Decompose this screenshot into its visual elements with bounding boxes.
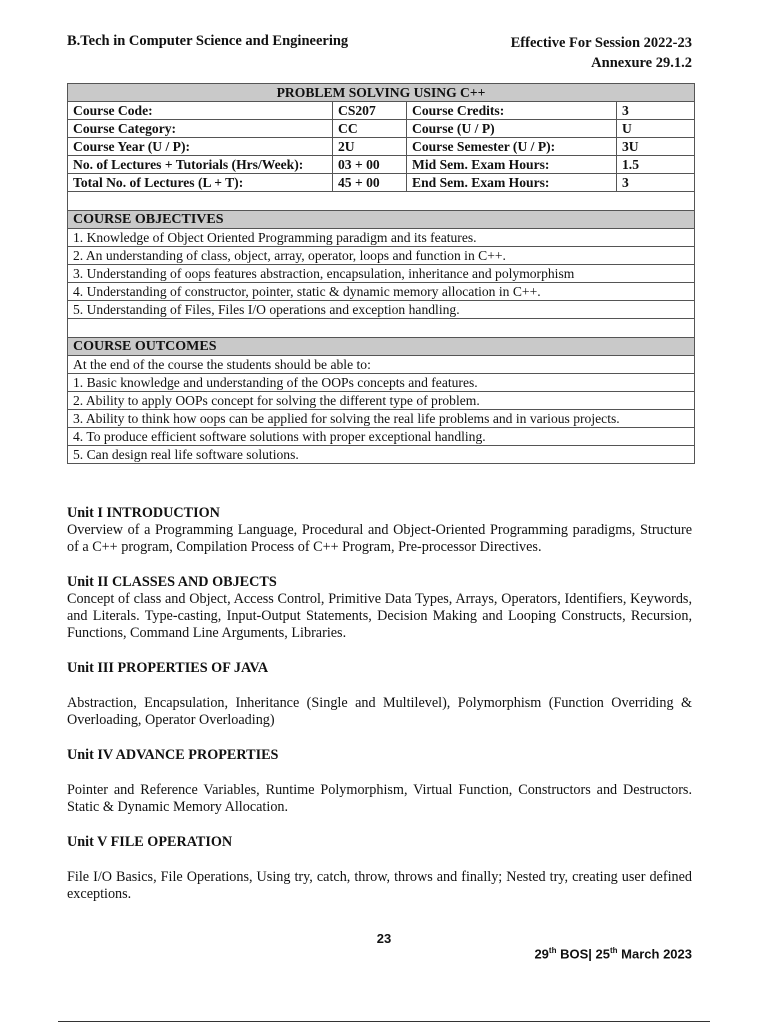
date-day: 25	[595, 946, 610, 962]
course-details-table	[67, 83, 695, 464]
list-item	[68, 283, 695, 301]
course-semester-value: 3U	[617, 138, 695, 156]
table-row	[68, 156, 695, 174]
list-item	[68, 301, 695, 319]
outcomes-intro: At the end of the course the students should be able to:	[68, 356, 695, 374]
end-sem-hours-label: End Sem. Exam Hours:	[407, 174, 617, 192]
total-lectures-value: 45 + 00	[333, 174, 407, 192]
footer-divider	[58, 1021, 710, 1022]
objective-5: 5. Understanding of Files, Files I/O operations and exception handling.	[68, 301, 695, 319]
course-credits-value: 3	[617, 102, 695, 120]
outcome-4: 4. To produce efficient software solutions with proper exceptional handling.	[68, 428, 695, 446]
unit-3-body: Abstraction, Encapsulation, Inheritance (Single and Multilevel), Polymorphism (Function Overriding & Overloading, Operator Overloading)	[67, 695, 692, 728]
session-label: Effective For Session 2022-23	[510, 35, 692, 51]
date-ordinal: th	[610, 946, 618, 955]
objective-1: 1. Knowledge of Object Oriented Programming paradigm and its features.	[68, 229, 695, 247]
spacer-row	[68, 319, 695, 338]
course-type-label: Course (U / P)	[407, 120, 617, 138]
course-code-label: Course Code:	[68, 102, 333, 120]
objectives-heading-row	[68, 211, 695, 229]
list-item	[68, 229, 695, 247]
date-rest: March 2023	[617, 946, 692, 962]
lectures-tutorials-label: No. of Lectures + Tutorials (Hrs/Week):	[68, 156, 333, 174]
mid-sem-hours-label: Mid Sem. Exam Hours:	[407, 156, 617, 174]
unit-4-body: Pointer and Reference Variables, Runtime Polymorphism, Virtual Function, Constructors and Destructors. Static & Dynamic Memory Allocation.	[67, 782, 692, 815]
bos-label: BOS|	[556, 946, 596, 962]
outcomes-heading: COURSE OUTCOMES	[68, 338, 695, 356]
objective-4: 4. Understanding of constructor, pointer, static & dynamic memory allocation in C++.	[68, 283, 695, 301]
annexure-label: Annexure 29.1.2	[591, 55, 692, 71]
outcomes-heading-row	[68, 338, 695, 356]
bos-number: 29	[534, 946, 549, 962]
table-row	[68, 120, 695, 138]
course-year-value: 2U	[333, 138, 407, 156]
lectures-tutorials-value: 03 + 00	[333, 156, 407, 174]
program-name: B.Tech in Computer Science and Engineering	[67, 33, 349, 49]
course-category-value: CC	[333, 120, 407, 138]
list-item	[68, 446, 695, 464]
list-item	[68, 392, 695, 410]
session-info	[511, 33, 692, 73]
bos-ordinal: th	[548, 946, 557, 955]
course-credits-label: Course Credits:	[407, 102, 617, 120]
course-year-label: Course Year (U / P):	[68, 138, 333, 156]
course-semester-label: Course Semester (U / P):	[407, 138, 617, 156]
list-item	[68, 410, 695, 428]
objectives-heading: COURSE OBJECTIVES	[68, 211, 695, 229]
list-item	[68, 428, 695, 446]
course-title-row	[68, 84, 695, 102]
unit-5-heading: Unit V FILE OPERATION	[67, 834, 233, 850]
table-row	[68, 174, 695, 192]
list-item	[68, 356, 695, 374]
course-title: PROBLEM SOLVING USING C++	[68, 84, 695, 102]
unit-2-heading: Unit II CLASSES AND OBJECTS	[67, 574, 277, 590]
outcome-5: 5. Can design real life software solutions.	[68, 446, 695, 464]
course-code-value: CS207	[333, 102, 407, 120]
list-item	[68, 265, 695, 283]
unit-1-heading: Unit I INTRODUCTION	[67, 505, 220, 521]
end-sem-hours-value: 3	[617, 174, 695, 192]
unit-1-body: Overview of a Programming Language, Procedural and Object-Oriented Programming paradigms, Structure of a C++ program, Compilation Process of C++ Program, Pre-processor Directives.	[67, 522, 692, 555]
unit-2-body: Concept of class and Object, Access Control, Primitive Data Types, Arrays, Operators, Identifiers, Keywords, and Literals. Type-casting, Input-Output Statements, Decision Making and Looping Constructs, Recursion, Functions, Command Line Arguments, Libraries.	[67, 591, 692, 641]
objective-3: 3. Understanding of oops features abstraction, encapsulation, inheritance and polymorphism	[68, 265, 695, 283]
page-number: 23	[376, 931, 392, 946]
footer-bos-date	[534, 946, 692, 961]
mid-sem-hours-value: 1.5	[617, 156, 695, 174]
unit-4-heading: Unit IV ADVANCE PROPERTIES	[67, 747, 279, 763]
outcome-2: 2. Ability to apply OOPs concept for solving the different type of problem.	[68, 392, 695, 410]
units-section	[67, 505, 692, 903]
objective-2: 2. An understanding of class, object, array, operator, loops and function in C++.	[68, 247, 695, 265]
table-row	[68, 138, 695, 156]
outcome-3: 3. Ability to think how oops can be applied for solving the real life problems and in various projects.	[68, 410, 695, 428]
course-type-value: U	[617, 120, 695, 138]
unit-5-body: File I/O Basics, File Operations, Using try, catch, throw, throws and finally; Nested try, creating user defined exceptions.	[67, 869, 692, 902]
course-category-label: Course Category:	[68, 120, 333, 138]
total-lectures-label: Total No. of Lectures (L + T):	[68, 174, 333, 192]
unit-3-heading: Unit III PROPERTIES OF JAVA	[67, 660, 269, 676]
spacer-row	[68, 192, 695, 211]
table-row	[68, 102, 695, 120]
outcome-1: 1. Basic knowledge and understanding of the OOPs concepts and features.	[68, 374, 695, 392]
list-item	[68, 374, 695, 392]
list-item	[68, 247, 695, 265]
